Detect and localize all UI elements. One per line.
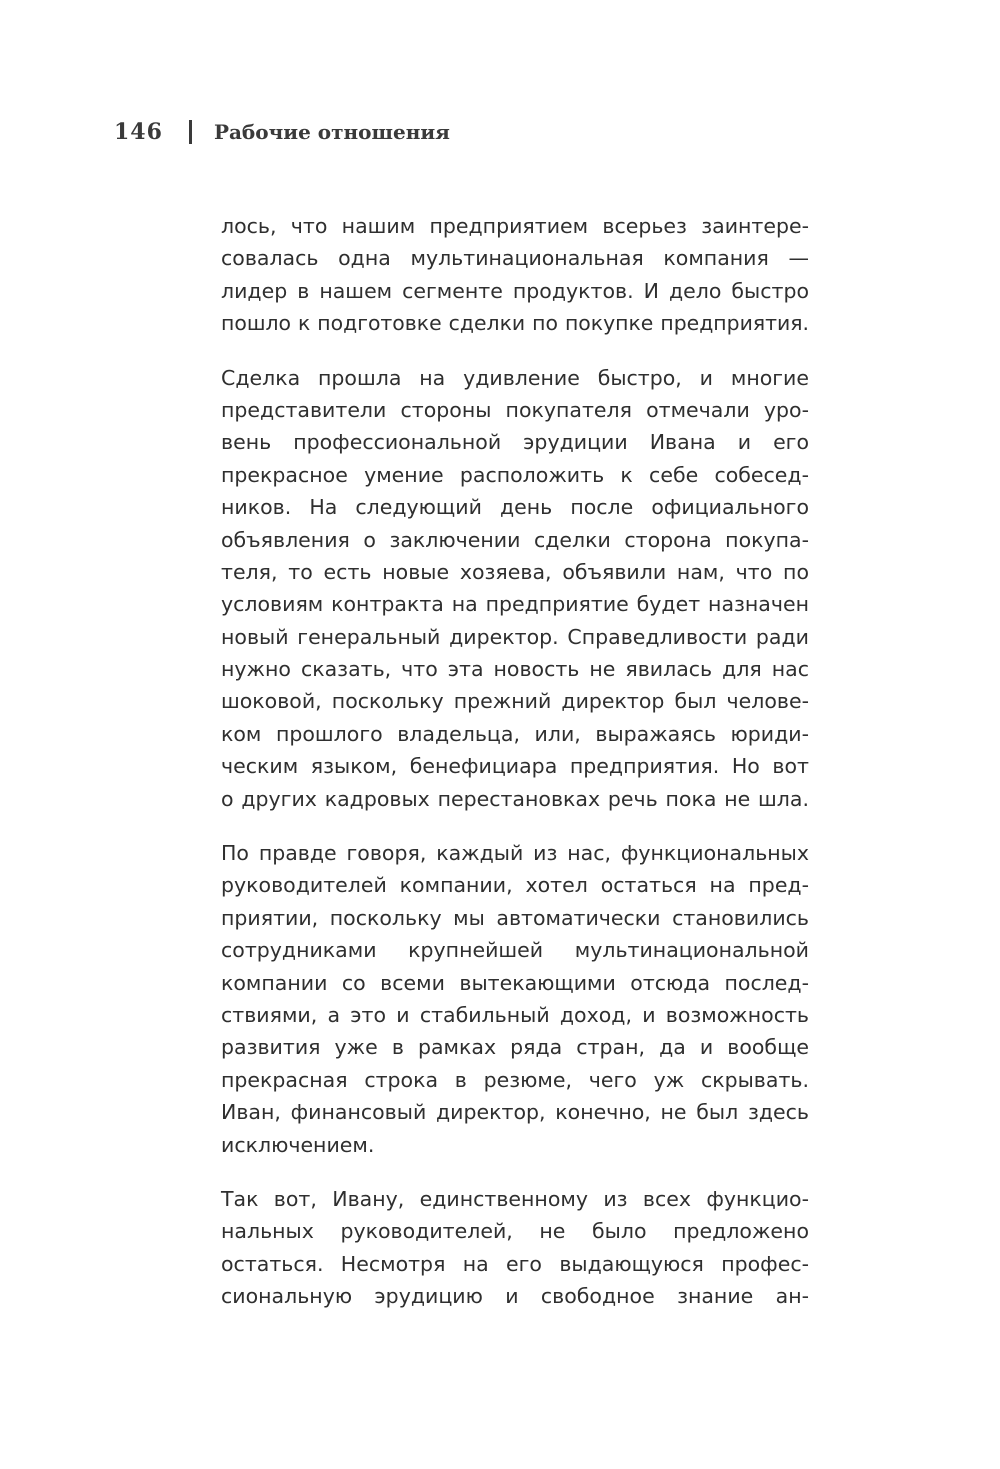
paragraph [221, 1183, 809, 1313]
text-line: объявления о заключении сделки сторона покупа- [221, 527, 809, 552]
text-line: развития уже в рамках ряда стран, да и вообще [221, 1035, 809, 1060]
header-separator [189, 120, 192, 144]
text-line: компании со всеми вытекающими отсюда послед- [221, 970, 809, 995]
text-line: прекрасная строка в резюме, чего уж скрывать. [221, 1067, 809, 1092]
text-line: Сделка прошла на удивление быстро, и многие [221, 365, 809, 390]
text-line: сиональную эрудицию и свободное знание ан- [221, 1284, 809, 1309]
text-line: ствиями, а это и стабильный доход, и возможность [221, 1002, 809, 1027]
text-line: исключением. [221, 1132, 375, 1157]
text-line: нужно сказать, что эта новость не явилась для нас [221, 657, 809, 682]
text-line: ников. На следующий день после официального [221, 495, 809, 520]
text-line: сотрудниками крупнейшей мультинациональной [221, 938, 809, 963]
text-line: теля, то есть новые хозяева, объявили нам, что по [221, 559, 809, 584]
text-line: Иван, финансовый директор, конечно, не был здесь [221, 1100, 809, 1125]
text-line: совалась одна мультинациональная компания — [221, 246, 809, 271]
chapter-title: Рабочие отношения [213, 120, 450, 144]
text-line: нальных руководителей, не было предложено [221, 1219, 809, 1244]
text-line: шоковой, поскольку прежний директор был челове- [221, 689, 809, 714]
text-line: лидер в нашем сегменте продуктов. И дело быстро [221, 278, 809, 303]
text-line: ком прошлого владельца, или, выражаясь юриди- [221, 721, 809, 746]
text-line: По правде говоря, каждый из нас, функциональных [221, 841, 809, 866]
page-number: 146 [114, 119, 163, 145]
text-line: новый генеральный директор. Справедливости ради [221, 624, 809, 649]
text-line: остаться. Несмотря на его выдающуюся профес- [221, 1251, 809, 1276]
text-line: о других кадровых перестановках речь пока не шла. [221, 786, 809, 811]
text-line: руководителей компании, хотел остаться на пред- [221, 873, 809, 898]
text-line: условиям контракта на предприятие будет назначен [221, 592, 809, 617]
text-line: ческим языком, бенефициара предприятия. Но вот [221, 754, 809, 779]
paragraph [221, 210, 809, 340]
body-text [221, 210, 809, 1335]
text-line: Так вот, Ивану, единственному из всех функцио- [221, 1186, 809, 1211]
text-line: прекрасное умение расположить к себе собесед- [221, 462, 809, 487]
text-line: лось, что нашим предприятием всерьез заинтере- [221, 214, 809, 238]
paragraph [221, 362, 809, 815]
running-head [114, 114, 450, 150]
text-line: пошло к подготовке сделки по покупке предприятия. [221, 311, 809, 336]
text-line: вень профессиональной эрудиции Ивана и его [221, 430, 809, 455]
text-line: представители стороны покупателя отмечали уро- [221, 397, 809, 422]
text-line: приятии, поскольку мы автоматически становились [221, 905, 809, 930]
paragraph [221, 837, 809, 1161]
